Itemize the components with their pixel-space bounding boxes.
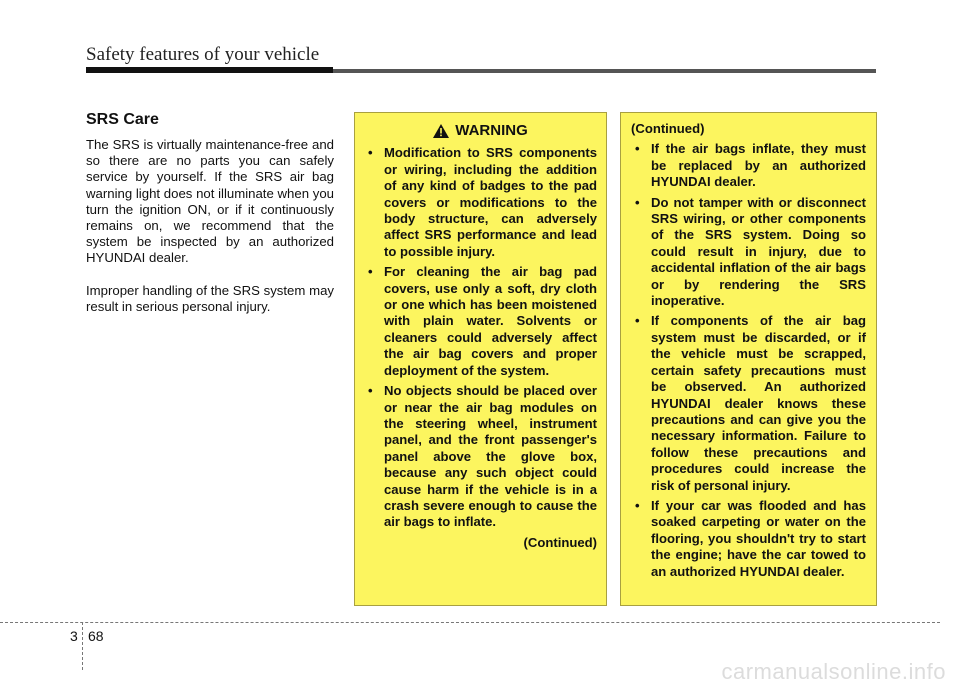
warning-list	[364, 145, 597, 530]
list-item-text: No objects should be placed over or near the air bag modules on the steering wheel, instrument panel, and the front passenger's panel above the glove box, because any such object could cause harm if the vehicle is in a crash severe enough to cause the air bags to inflate.	[384, 383, 597, 530]
list-item	[364, 383, 597, 531]
list-item	[631, 313, 866, 493]
warning-triangle-icon	[433, 124, 449, 138]
list-item-text: Do not tamper with or disconnect SRS wiring, or other components of the SRS system. Doing so could result in injury, due to accidental inflation of the air bags or by rendering the SRS inoperative.	[651, 194, 866, 309]
list-item	[631, 498, 866, 580]
section-number: 3	[70, 628, 78, 644]
list-item	[631, 141, 866, 190]
list-item	[364, 264, 597, 379]
bullet: •	[368, 383, 373, 399]
continued-heading: (Continued)	[631, 121, 705, 136]
list-item-text: If components of the air bag system must be discarded, or if the vehicle must be scrapped, certain safety precautions must be observed. An authorized HYUNDAI dealer knows these precautions and can give you the necessary information. Failure to follow these precautions and procedures could increase the risk of personal injury.	[651, 313, 866, 493]
warning-title: WARNING	[455, 122, 528, 139]
list-item	[364, 145, 597, 260]
bullet: •	[368, 264, 373, 280]
continued-warning-box	[620, 112, 877, 606]
warning-box	[354, 112, 607, 606]
list-item-text: If your car was flooded and has soaked carpeting or water on the flooring, you shouldn't try to start the engine; have the car towed to an authorized HYUNDAI dealer.	[651, 497, 866, 579]
list-item-text: For cleaning the air bag pad covers, use only a soft, dry cloth or one which has been moistened with plain water. Solvents or cleaners could adversely affect the air bag covers and proper deployment of the system.	[384, 264, 597, 378]
paragraph: Improper handling of the SRS system may result in serious personal injury.	[86, 282, 334, 314]
bullet: •	[368, 145, 373, 161]
page-number: 68	[88, 628, 104, 644]
srs-care-section	[86, 111, 334, 331]
paragraph: The SRS is virtually maintenance-free and so there are no parts you can safely service by yourself. If the SRS air bag warning light does not illuminate when you turn the ignition ON, or if it continuously remains on, we recommend that the system be inspected by an authorized HYUNDAI dealer.	[86, 137, 334, 266]
list-item-text: If the air bags inflate, they must be replaced by an authorized HYUNDAI dealer.	[651, 141, 866, 190]
bullet: •	[635, 141, 640, 157]
bullet: •	[635, 194, 640, 210]
warning-heading	[364, 123, 597, 139]
header-rule-accent	[86, 67, 333, 73]
bullet: •	[635, 313, 640, 329]
footer-rule	[0, 622, 940, 623]
continued-label: (Continued)	[523, 534, 597, 550]
footer-divider	[82, 622, 83, 670]
page-header-title: Safety features of your vehicle	[86, 44, 320, 65]
section-title: SRS Care	[86, 111, 159, 128]
list-item	[631, 195, 866, 310]
list-item-text: Modification to SRS components or wiring, including the addition of any kind of badges to the pad covers or modifications to the body structure, can adversely affect SRS performance and lead to possible injury.	[384, 145, 597, 259]
continued-list	[631, 141, 866, 580]
bullet: •	[635, 497, 640, 513]
watermark: carmanualsonline.info	[721, 659, 946, 684]
